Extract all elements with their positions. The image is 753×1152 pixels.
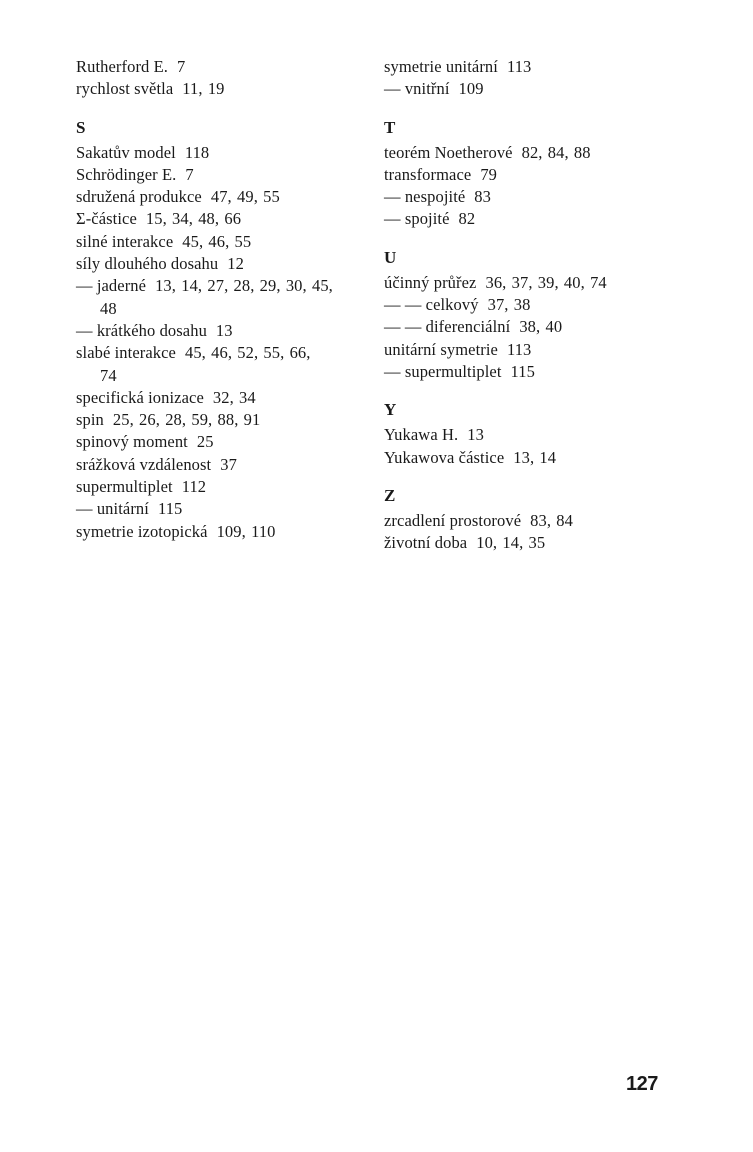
index-entry: Sakatův model 118 bbox=[76, 142, 210, 162]
page-number: 127 bbox=[626, 1073, 658, 1095]
index-entry: slabé interakce 45, 46, 52, 55, 66, bbox=[76, 343, 311, 363]
section-letter-t: T bbox=[384, 117, 396, 137]
index-entry: životní doba 10, 14, 35 bbox=[384, 533, 546, 553]
index-entry: teorém Noetherové 82, 84, 88 bbox=[384, 142, 591, 162]
section-letter-y: Y bbox=[384, 400, 397, 420]
index-entry: Rutherford E. 7 bbox=[76, 57, 186, 76]
index-entry: Yukawa H. 13 bbox=[384, 425, 484, 445]
index-entry: Σ-částice 15, 34, 48, 66 bbox=[76, 209, 242, 229]
index-entry: Schrödinger E. 7 bbox=[76, 164, 194, 184]
index-entry: spinový moment 25 bbox=[76, 432, 214, 452]
index-entry: — supermultiplet 115 bbox=[384, 361, 535, 381]
index-column-right bbox=[384, 56, 684, 554]
index-entry: srážková vzdálenost 37 bbox=[76, 454, 237, 474]
index-entry: — — diferenciální 38, 40 bbox=[384, 317, 563, 337]
index-entry: rychlost světla 11, 19 bbox=[76, 79, 225, 99]
index-entry: spin 25, 26, 28, 59, 88, 91 bbox=[76, 410, 261, 430]
index-entry-continuation: 74 bbox=[100, 365, 117, 385]
index-entry: symetrie unitární 113 bbox=[384, 57, 532, 76]
index-entry: — — celkový 37, 38 bbox=[384, 295, 531, 315]
section-letter-s: S bbox=[76, 117, 86, 137]
index-entry: silné interakce 45, 46, 55 bbox=[76, 231, 252, 251]
index-entry: — spojité 82 bbox=[384, 209, 476, 229]
index-entry: — vnitřní 109 bbox=[384, 79, 484, 99]
index-entry: unitární symetrie 113 bbox=[384, 339, 532, 359]
index-entry: specifická ionizace 32, 34 bbox=[76, 387, 256, 407]
index-entry: — nespojité 83 bbox=[384, 187, 491, 207]
section-letter-z: Z bbox=[384, 485, 396, 505]
index-entry: — krátkého dosahu 13 bbox=[76, 320, 233, 340]
index-entry: Yukawova částice 13, 14 bbox=[384, 447, 557, 467]
index-entry: — unitární 115 bbox=[76, 499, 183, 519]
index-entry-continuation: 48 bbox=[100, 298, 117, 318]
index-entry: — jaderné 13, 14, 27, 28, 29, 30, 45, bbox=[76, 276, 333, 296]
index-entry: síly dlouhého dosahu 12 bbox=[76, 254, 244, 274]
index-entry: symetrie izotopická 109, 110 bbox=[76, 521, 276, 541]
section-letter-u: U bbox=[384, 247, 397, 267]
index-entry: supermultiplet 112 bbox=[76, 477, 207, 497]
index-entry: účinný průřez 36, 37, 39, 40, 74 bbox=[384, 272, 607, 292]
index-entry: transformace 79 bbox=[384, 164, 498, 184]
index-entry: sdružená produkce 47, 49, 55 bbox=[76, 187, 280, 207]
index-entry: zrcadlení prostorové 83, 84 bbox=[384, 510, 574, 530]
index-column-left bbox=[76, 56, 376, 543]
